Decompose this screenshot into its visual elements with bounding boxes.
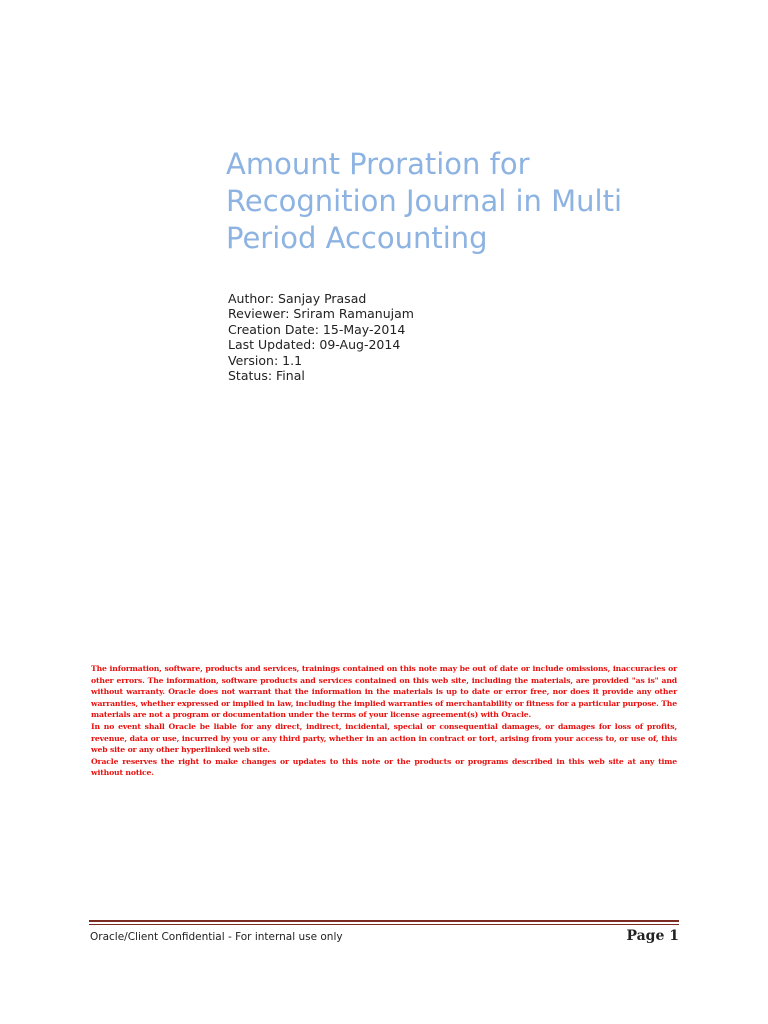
footer-confidential-notice: Oracle/Client Confidential - For internal use only bbox=[90, 931, 343, 943]
author-line: Author: Sanjay Prasad bbox=[228, 291, 367, 306]
title-line-3: Period Accounting bbox=[226, 221, 488, 255]
title-line-2: Recognition Journal in Multi bbox=[226, 184, 623, 218]
title-line-1: Amount Proration for bbox=[226, 147, 530, 181]
version-line: Version: 1.1 bbox=[228, 352, 303, 368]
footer-rule-thin bbox=[89, 924, 679, 925]
legal-disclaimer bbox=[91, 663, 677, 779]
document-metadata bbox=[228, 291, 414, 383]
disclaimer-paragraph-2: In no event shall Oracle be liable for any direct, indirect, incidental, special or consequential damages, or damages for loss of profits, revenue, data or use, incurred by you or any third party, whether in an action in contract or tort, arising from your access to, or use of, this web site or any other hyperlinked web site. bbox=[91, 721, 677, 755]
document-title bbox=[226, 146, 706, 257]
footer-rule-thick bbox=[89, 920, 679, 922]
disclaimer-paragraph-1: The information, software, products and services, trainings contained on this note may be out of date or include omissions, inaccuracies or other errors. The information, software products and services contained on this web site, including the materials, are provided "as is" and without warranty. Oracle does not warrant that the information in the materials is up to date or error free, nor does it provide any other warranties, whether expressed or implied in law, including the implied warranties of merchantability or fitness for a particular purpose. The materials are not a program or documentation under the terms of your license agreement(s) with Oracle. bbox=[91, 664, 677, 720]
status-line: Status: Final bbox=[228, 368, 305, 384]
disclaimer-paragraph-3: Oracle reserves the right to make changes or updates to this note or the products or programs described in this web site at any time without notice. bbox=[91, 756, 677, 778]
reviewer-line: Reviewer: Sriram Ramanujam bbox=[228, 306, 414, 322]
creation-date-line: Creation Date: 15-May-2014 bbox=[228, 321, 406, 337]
last-updated-line: Last Updated: 09-Aug-2014 bbox=[228, 337, 401, 353]
footer-page-number: Page 1 bbox=[626, 928, 679, 944]
